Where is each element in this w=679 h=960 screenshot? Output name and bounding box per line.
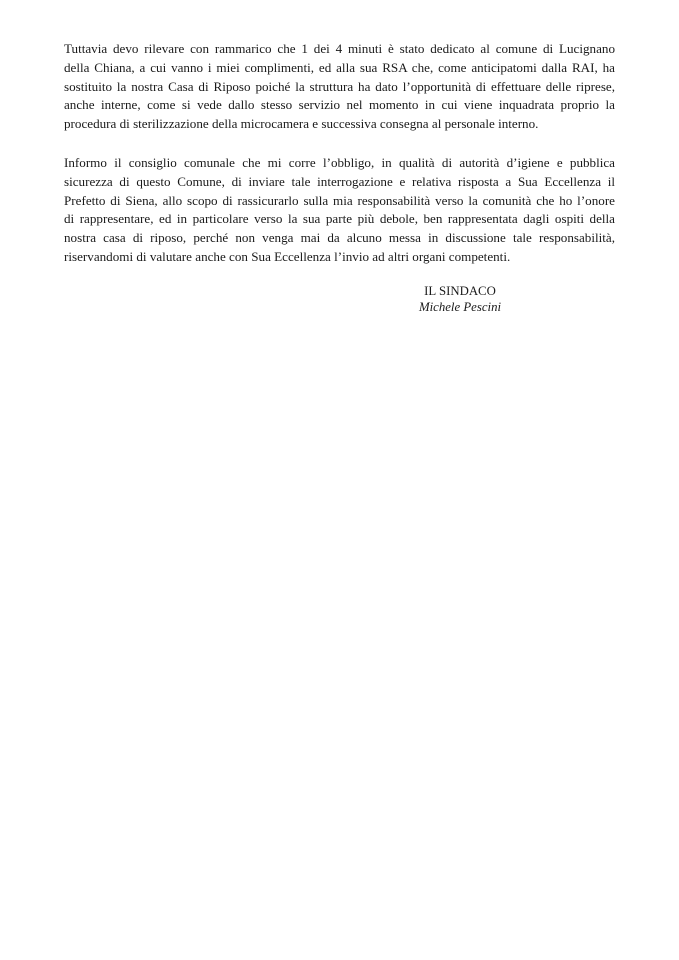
text-line: riservandomi di valutare anche con Sua Eccellenza l’invio ad altri organi competenti. — [64, 248, 511, 264]
paragraph-council-notice — [64, 154, 615, 267]
text-line: sicurezza di questo Comune, di inviare tale interrogazione e relativa risposta a Sua Eccellenza il — [64, 173, 615, 189]
document-body — [64, 40, 615, 287]
text-line: sostituito la nostra Casa di Riposo poiché la struttura ha dato l’opportunità di effettuare delle riprese, — [64, 78, 615, 94]
text-line: anche interne, come si vede dallo stesso servizio nel momento in cui viene inquadrata proprio la — [64, 97, 615, 113]
text-line: Prefetto di Siena, allo scopo di rassicurarlo sulla mia responsabilità verso la comunità che ho l’onore — [64, 192, 615, 208]
text-line: procedura di sterilizzazione della microcamera e successiva consegna al personale interno. — [64, 116, 539, 132]
text-line: nostra casa di riposo, perché non venga mai da alcuno messa in discussione tale responsabilità, — [64, 230, 615, 246]
text-line: Informo il consiglio comunale che mi corre l’obbligo, in qualità di autorità d’igiene e pubblica — [64, 154, 615, 170]
paragraph-rai-report — [64, 40, 615, 134]
signature-name: Michele Pescini — [418, 300, 502, 314]
text-line: della Chiana, a cui vanno i miei complimenti, ed alla sua RSA che, come anticipatomi dalla RAI, ha — [64, 59, 615, 75]
signature-block — [410, 283, 510, 315]
text-line: Tuttavia devo rilevare con rammarico che 1 dei 4 minuti è stato dedicato al comune di Lucignano — [64, 41, 615, 56]
text-line: di rappresentare, ed in particolare verso la sua parte più debole, ben rappresentata dagli ospiti della — [64, 211, 615, 227]
signature-title: IL SINDACO — [424, 284, 496, 298]
